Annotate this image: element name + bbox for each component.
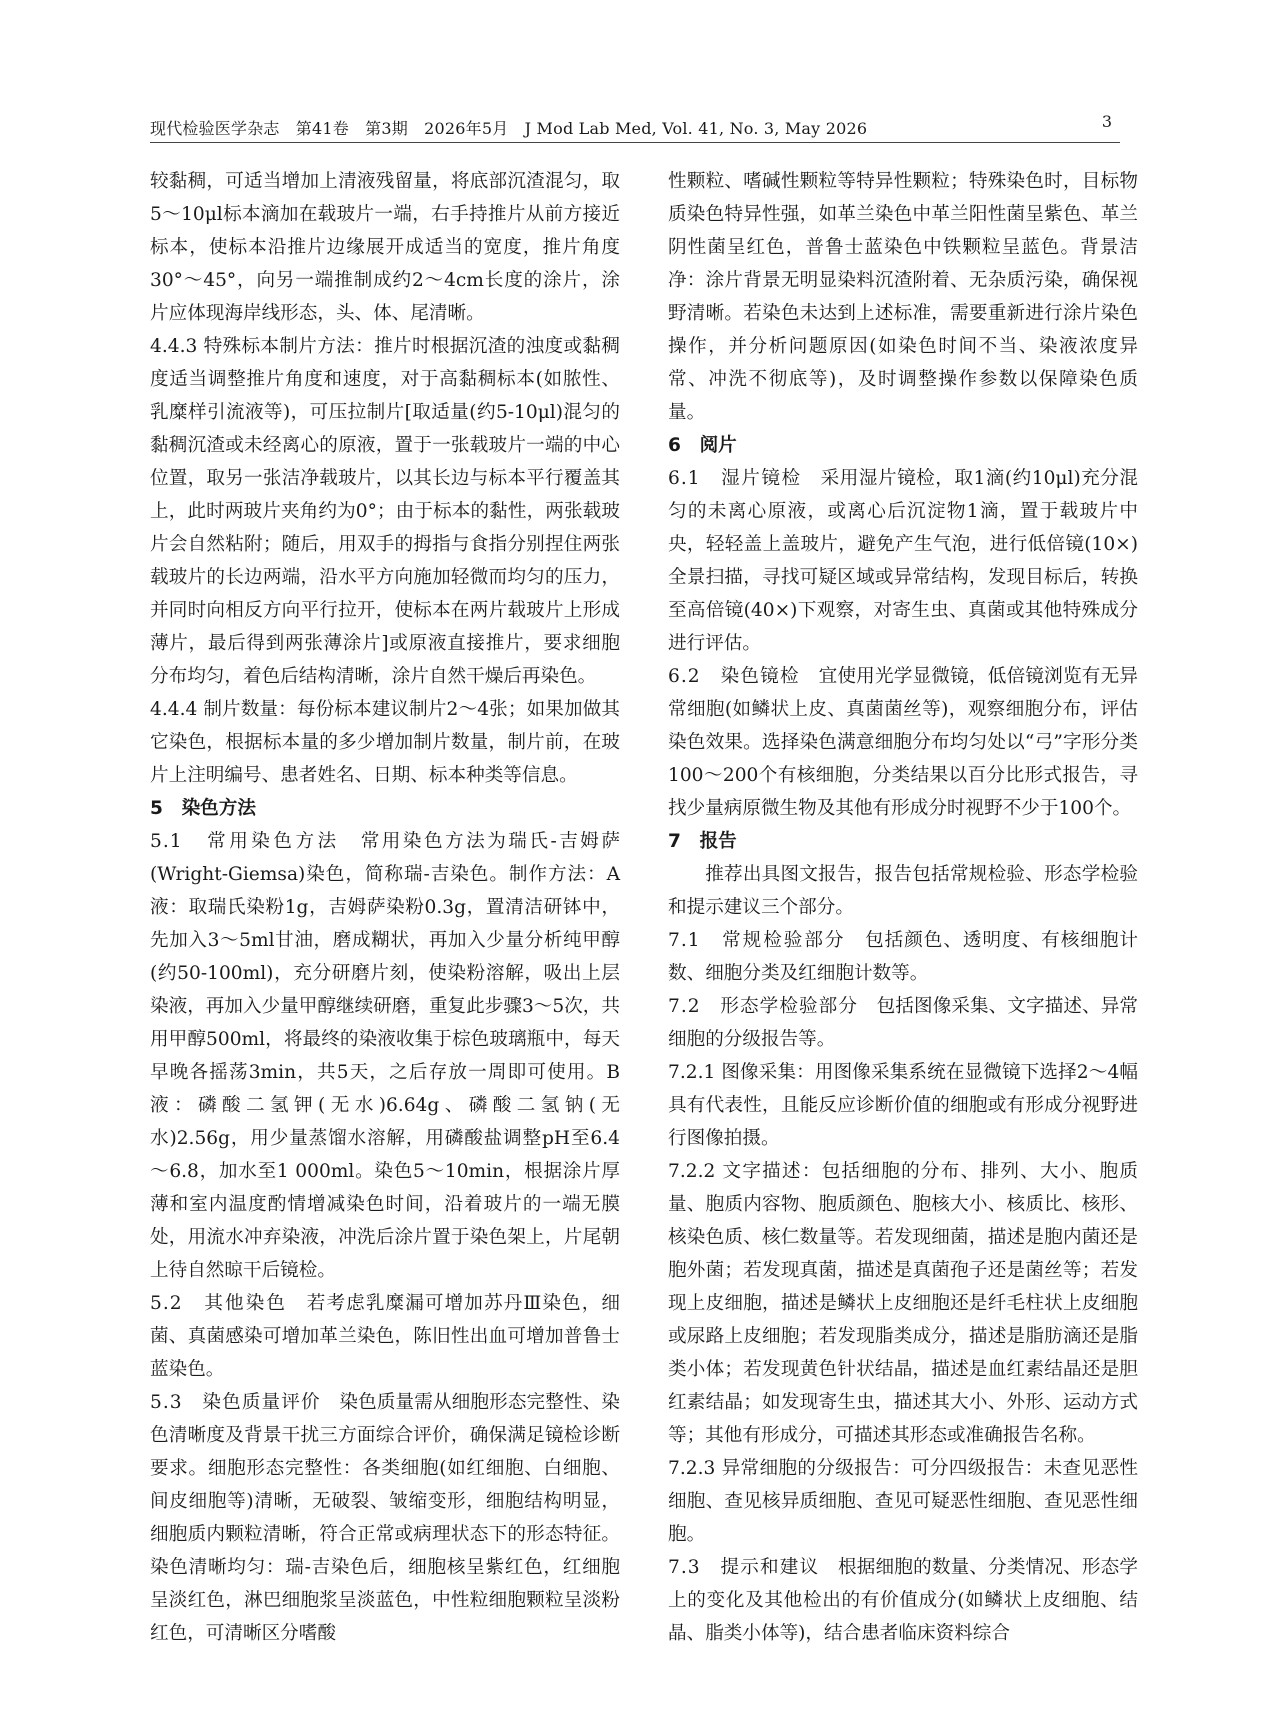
subsection-label: 6.1 湿片镜检 — [668, 468, 802, 489]
paragraph-7-2 — [668, 990, 1138, 1056]
section-heading-6 — [668, 429, 1138, 462]
page-number: 3 — [1101, 112, 1112, 131]
subsection-text: 染色质量需从细胞形态完整性、染色清晰度及背景干扰三方面综合评价，确保满足镜检诊断要求。细胞形态完整性：各类细胞(如红细胞、白细胞、间皮细胞等)清晰，无破裂、皱缩变形，细胞结构明显，细胞质内颗粒清晰，符合正常或病理状态下的形态特征。染色清晰均匀：瑞-吉染色后，细胞核呈紫红色，红细胞呈淡红色，淋巴细胞浆呈淡蓝色，中性粒细胞颗粒呈淡粉红色，可清晰区分嗜酸 — [150, 1392, 620, 1644]
subsection-label: 7.3 提示和建议 — [668, 1557, 820, 1578]
paragraph-6-2 — [668, 660, 1138, 825]
paragraph-7-1 — [668, 924, 1138, 990]
journal-citation: 现代检验医学杂志 第41卷 第3期 2026年5月 J Mod Lab Med, Vol. 41, No. 3, May 2026 — [150, 119, 868, 138]
subsection-text: 常用染色方法为瑞氏-吉姆萨(Wright-Giemsa)染色，简称瑞-吉染色。制作方法：A液：取瑞氏染粉1g，吉姆萨染粉0.3g，置清洁研钵中，先加入3～5ml甘油，磨成糊状，再加入少量分析纯甲醇(约50-100ml)，充分研磨片刻，使染粉溶解，吸出上层染液，再加入少量甲醇继续研磨，重复此步骤3～5次，共用甲醇500ml，将最终的染液收集于棕色玻璃瓶中，每天早晚各摇荡3min，共5天，之后存放一周即可使用。B液：磷酸二氢钾(无水)6.64g、磷酸二氢钠(无水)2.56g，用少量蒸馏水溶解，用磷酸盐调整pH至6.4～6.8，加水至1 000ml。染色5～10min，根据涂片厚薄和室内温度酌情增减染色时间，沿着玻片的一端无膜处，用流水冲弃染液，冲洗后涂片置于染色架上，片尾朝上待自然晾干后镜检。 — [150, 831, 620, 1281]
paragraph: 较黏稠，可适当增加上清液残留量，将底部沉渣混匀，取5～10μl标本滴加在载玻片一端，右手持推片从前方接近标本，使标本沿推片边缘展开成适当的宽度，推片角度30°～45°，向另一端推制成约2～4cm长度的涂片，涂片应体现海岸线形态，头、体、尾清晰。 — [150, 171, 620, 324]
subsection-text: 宜使用光学显微镜，低倍镜浏览有无异常细胞(如鳞状上皮、真菌菌丝等)，观察细胞分布，评估染色效果。选择染色满意细胞分布均匀处以“弓”字形分类100～200个有核细胞，分类结果以百分比形式报告，寻找少量病原微生物及其他有形成分时视野不少于100个。 — [668, 666, 1138, 819]
subsection-label: 7.2 形态学检验部分 — [668, 996, 859, 1017]
paragraph-7-2-1: 7.2.1 图像采集：用图像采集系统在显微镜下选择2～4幅具有代表性，且能反应诊断价值的细胞或有形成分视野进行图像拍摄。 — [668, 1062, 1138, 1149]
section-title: 报告 — [699, 831, 737, 852]
section-title: 阅片 — [699, 435, 737, 456]
left-column — [150, 165, 620, 1650]
paragraph: 4.4.4 制片数量：每份标本建议制片2～4张；如果加做其它染色，根据标本量的多少增加制片数量，制片前，在玻片上注明编号、患者姓名、日期、标本种类等信息。 — [150, 699, 620, 786]
running-header — [150, 112, 1120, 143]
subsection-label: 7.1 常规检验部分 — [668, 930, 846, 951]
paragraph-7-2-3: 7.2.3 异常细胞的分级报告：可分四级报告：未查见恶性细胞、查见核异质细胞、查见可疑恶性细胞、查见恶性细胞。 — [668, 1458, 1138, 1545]
subsection-text: 包括颜色、透明度、有核细胞计数、细胞分类及红细胞计数等。 — [668, 930, 1138, 984]
subsection-label: 5.3 染色质量评价 — [150, 1392, 321, 1413]
paragraph-6-1 — [668, 462, 1138, 660]
right-column — [668, 165, 1138, 1650]
paragraph: 4.4.3 特殊标本制片方法：推片时根据沉渣的浊度或黏稠度适当调整推片角度和速度，对于高黏稠标本(如脓性、乳糜样引流液等)，可压拉制片[取适量(约5-10μl)混匀的黏稠沉渣或未经离心的原液，置于一张载玻片一端的中心位置，取另一张洁净载玻片，以其长边与标本平行覆盖其上，此时两玻片夹角约为0°；由于标本的黏性，两张载玻片会自然粘附；随后，用双手的拇指与食指分别捏住两张载玻片的长边两端，沿水平方向施加轻微而均匀的压力，并同时向相反方向平行拉开，使标本在两片载玻片上形成薄片，最后得到两张薄涂片]或原液直接推片，要求细胞分布均匀，着色后结构清晰，涂片自然干燥后再染色。 — [150, 336, 620, 687]
section-number: 6 — [668, 435, 681, 456]
section-heading-5 — [150, 792, 620, 825]
paragraph: 性颗粒、嗜碱性颗粒等特异性颗粒；特殊染色时，目标物质染色特异性强，如革兰染色中革兰阳性菌呈紫色、革兰阴性菌呈红色，普鲁士蓝染色中铁颗粒呈蓝色。背景洁净：涂片背景无明显染料沉渣附着、无杂质污染，确保视野清晰。若染色未达到上述标准，需要重新进行涂片染色操作，并分析问题原因(如染色时间不当、染液浓度异常、冲洗不彻底等)，及时调整操作参数以保障染色质量。 — [668, 171, 1138, 423]
section-heading-7 — [668, 825, 1138, 858]
paragraph-7-2-2: 7.2.2 文字描述：包括细胞的分布、排列、大小、胞质量、胞质内容物、胞质颜色、胞核大小、核质比、核形、核染色质、核仁数量等。若发现细菌，描述是胞内菌还是胞外菌；若发现真菌，描述是真菌孢子还是菌丝等；若发现上皮细胞，描述是鳞状上皮细胞还是纤毛柱状上皮细胞或尿路上皮细胞；若发现脂类成分，描述是脂肪滴还是脂类小体；若发现黄色针状结晶，描述是血红素结晶还是胆红素结晶；如发现寄生虫，描述其大小、外形、运动方式等；其他有形成分，可描述其形态或准确报告名称。 — [668, 1161, 1138, 1446]
subsection-text: 采用湿片镜检，取1滴(约10μl)充分混匀的未离心原液，或离心后沉淀物1滴，置于载玻片中央，轻轻盖上盖玻片，避免产生气泡，进行低倍镜(10×)全景扫描，寻找可疑区域或异常结构，发现目标后，转换至高倍镜(40×)下观察，对寄生虫、真菌或其他特殊成分进行评估。 — [668, 468, 1138, 654]
subsection-text: 包括图像采集、文字描述、异常细胞的分级报告等。 — [668, 996, 1138, 1050]
section-title: 染色方法 — [181, 798, 256, 819]
paragraph-5-3 — [150, 1386, 620, 1650]
paragraph-5-2 — [150, 1287, 620, 1386]
section-number: 7 — [668, 831, 681, 852]
section-number: 5 — [150, 798, 163, 819]
paragraph-5-1 — [150, 825, 620, 1287]
subsection-label: 6.2 染色镜检 — [668, 666, 800, 687]
subsection-label: 5.2 其他染色 — [150, 1293, 288, 1314]
subsection-label: 5.1 常用染色方法 — [150, 831, 340, 852]
paragraph-7-3 — [668, 1551, 1138, 1650]
subsection-text: 若考虑乳糜漏可增加苏丹Ⅲ染色，细菌、真菌感染可增加革兰染色，陈旧性出血可增加普鲁士蓝染色。 — [150, 1293, 620, 1380]
subsection-text: 根据细胞的数量、分类情况、形态学上的变化及其他检出的有价值成分(如鳞状上皮细胞、结晶、脂类小体等)，结合患者临床资料综合 — [668, 1557, 1138, 1644]
paragraph-7-intro: 推荐出具图文报告，报告包括常规检验、形态学检验和提示建议三个部分。 — [668, 864, 1138, 918]
